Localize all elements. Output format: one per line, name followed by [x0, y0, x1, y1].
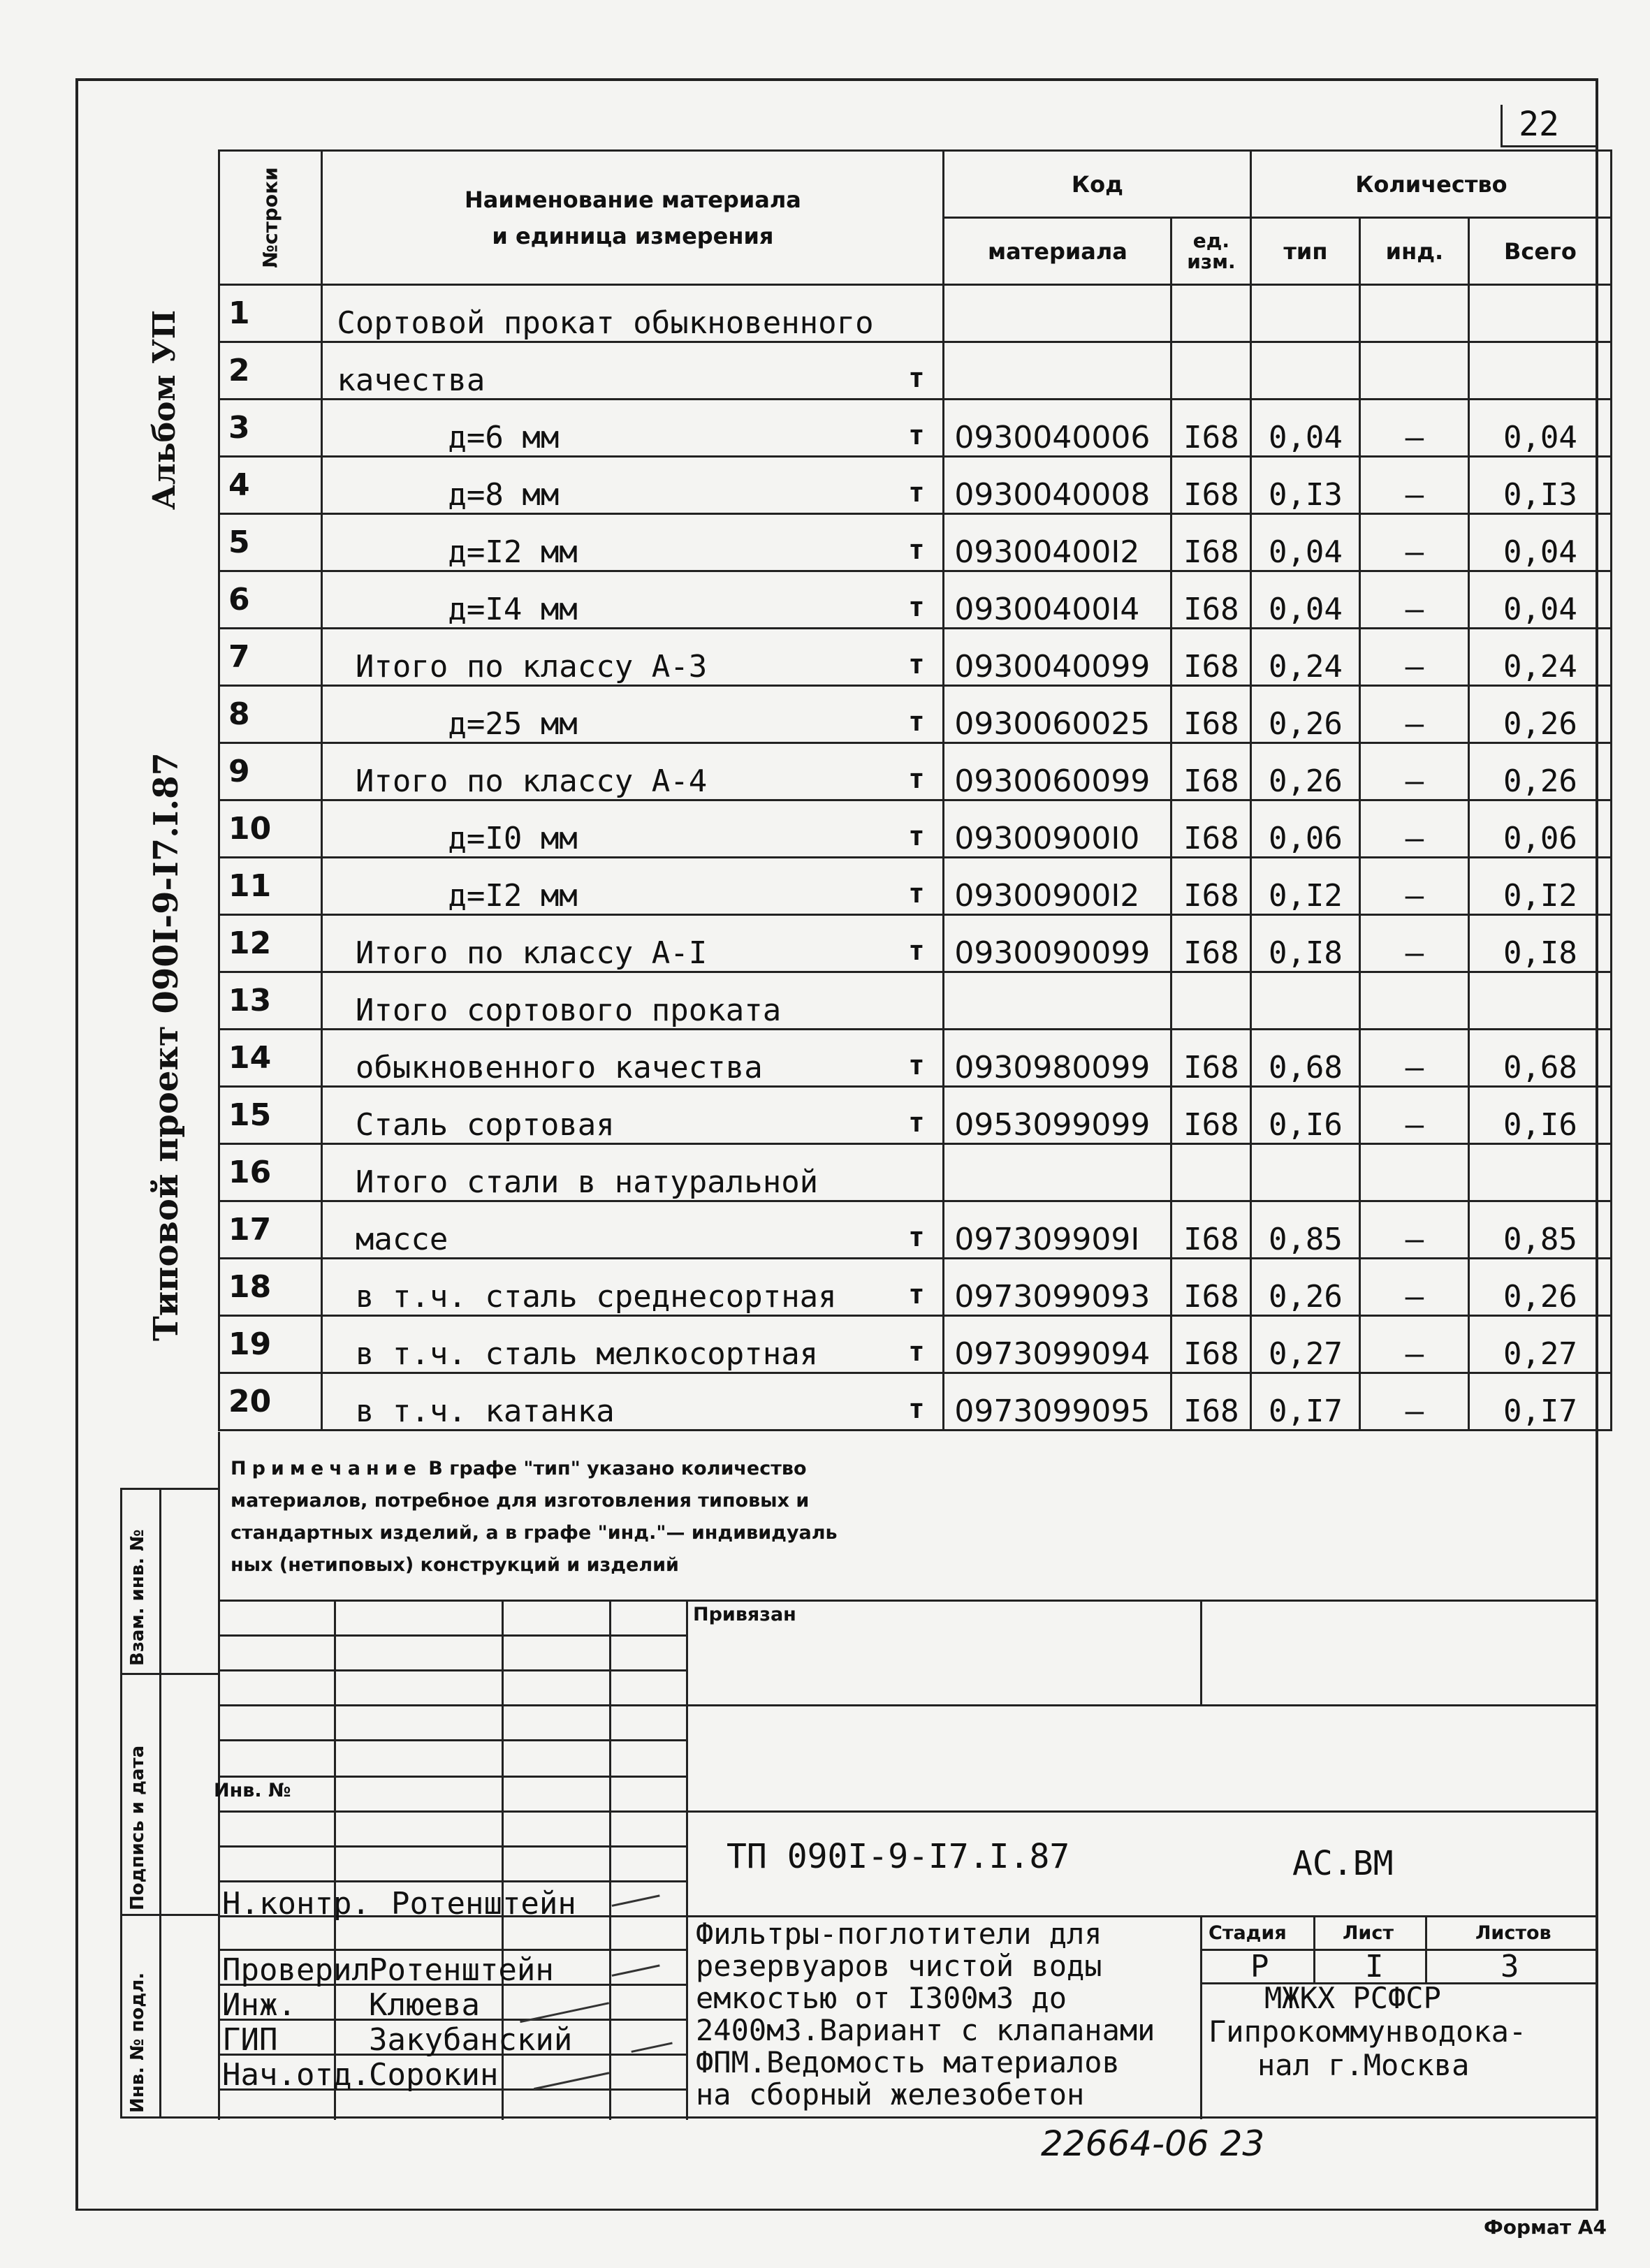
unit-code: I68: [1171, 915, 1251, 972]
qty-ind: [1360, 342, 1469, 400]
material-name-text: д=25 мм: [337, 706, 578, 742]
qty-type: 0,I2: [1251, 858, 1360, 915]
material-code: 0930060099: [944, 743, 1171, 800]
qty-total: 0,I6: [1469, 1087, 1612, 1144]
row-number: 15: [219, 1087, 322, 1144]
format-label: Формат А4: [1484, 2216, 1607, 2239]
material-name: [322, 285, 944, 342]
qty-type: 0,68: [1251, 1030, 1360, 1087]
unit-code: I68: [1171, 400, 1251, 457]
inv-no-label: Инв. №: [214, 1780, 291, 1801]
unit-code: [1171, 342, 1251, 400]
row-number: 8: [219, 686, 322, 743]
table-row: [219, 915, 1612, 972]
qty-type: 0,I6: [1251, 1087, 1360, 1144]
qty-total: 0,85: [1469, 1201, 1612, 1259]
material-name-text: качества: [337, 363, 485, 398]
row-number: 5: [219, 514, 322, 571]
header-material-name: Наименование материала и единица измерения: [322, 151, 944, 285]
material-code: 09300400I4: [944, 571, 1171, 629]
unit-code: I68: [1171, 1373, 1251, 1431]
row-number: 12: [219, 915, 322, 972]
unit-symbol: т: [908, 592, 925, 622]
unit-code: I68: [1171, 457, 1251, 514]
qty-type: 0,26: [1251, 743, 1360, 800]
unit-code: I68: [1171, 1030, 1251, 1087]
material-code: 09300900I0: [944, 800, 1171, 858]
header-code-material: материала: [944, 218, 1171, 285]
sheets-value: 3: [1501, 1949, 1519, 1984]
qty-total: 0,I8: [1469, 915, 1612, 972]
qty-ind: –: [1360, 1316, 1469, 1373]
qty-total: 0,24: [1469, 629, 1612, 686]
note: [231, 1453, 999, 1581]
qty-total: 0,26: [1469, 1259, 1612, 1316]
sheets-label: Листов: [1475, 1922, 1552, 1944]
doc-code: ТП 090I-9-I7.I.87: [727, 1837, 1070, 1876]
material-name: [322, 629, 944, 686]
header-quantity: Количество: [1251, 151, 1612, 218]
stamp-role: Проверил: [222, 1952, 370, 1988]
qty-type: 0,04: [1251, 571, 1360, 629]
unit-code: [1171, 972, 1251, 1030]
qty-ind: –: [1360, 400, 1469, 457]
doc-mark: АС.ВМ: [1292, 1844, 1394, 1883]
stamp-col-original-inv: Инв. № подл.: [127, 1972, 148, 2113]
material-name: [322, 686, 944, 743]
unit-code: I68: [1171, 800, 1251, 858]
table-row: [219, 571, 1612, 629]
stamp-col-replace-inv: Взам. инв. №: [127, 1529, 148, 1666]
material-name: [322, 915, 944, 972]
qty-total: 0,04: [1469, 514, 1612, 571]
unit-code: I68: [1171, 686, 1251, 743]
note-heading: Примечание: [231, 1458, 422, 1479]
header-qty-type: тип: [1251, 218, 1360, 285]
row-number: 11: [219, 858, 322, 915]
qty-ind: –: [1360, 800, 1469, 858]
unit-symbol: т: [908, 534, 925, 565]
material-code: [944, 342, 1171, 400]
unit-symbol: т: [908, 1279, 925, 1310]
row-number: 20: [219, 1373, 322, 1431]
unit-symbol: т: [908, 1107, 925, 1138]
qty-ind: –: [1360, 686, 1469, 743]
material-code: 0973099093: [944, 1259, 1171, 1316]
material-name-text: Итого стали в натуральной: [337, 1164, 819, 1200]
row-number: 14: [219, 1030, 322, 1087]
document-title-line: ФПМ.Ведомость материалов: [696, 2045, 1120, 2079]
material-code: 0930040006: [944, 400, 1171, 457]
qty-ind: –: [1360, 629, 1469, 686]
material-code: 0930060025: [944, 686, 1171, 743]
table-row: [219, 629, 1612, 686]
note-line2: материалов, потребное для изготовления типовых и: [231, 1490, 810, 1512]
material-name-text: д=I4 мм: [337, 592, 578, 627]
header-row-number: №строки: [219, 151, 322, 285]
table-row: [219, 1316, 1612, 1373]
note-line1: В графе "тип" указано количество: [421, 1458, 807, 1479]
row-number: 2: [219, 342, 322, 400]
row-number: 10: [219, 800, 322, 858]
qty-type: 0,27: [1251, 1316, 1360, 1373]
material-code: 09300400I2: [944, 514, 1171, 571]
material-name-text: д=6 мм: [337, 420, 560, 455]
qty-total: 0,06: [1469, 800, 1612, 858]
unit-symbol: т: [908, 1222, 925, 1252]
table-row: [219, 972, 1612, 1030]
material-code: 097309909I: [944, 1201, 1171, 1259]
qty-ind: –: [1360, 1373, 1469, 1431]
unit-symbol: т: [908, 477, 925, 508]
material-name-text: в т.ч. сталь мелкосортная: [337, 1336, 819, 1372]
row-number: 9: [219, 743, 322, 800]
inventory-number: 22664-06 23: [1041, 2123, 1265, 2164]
material-name: [322, 858, 944, 915]
qty-total: [1469, 1144, 1612, 1201]
document-title-line: 2400м3.Вариант с клапанами: [696, 2013, 1155, 2047]
table-row: [219, 342, 1612, 400]
qty-total: [1469, 285, 1612, 342]
note-line4: ных (нетиповых) конструкций и изделий: [231, 1554, 679, 1576]
table-row: [219, 400, 1612, 457]
material-name: [322, 1316, 944, 1373]
qty-type: 0,85: [1251, 1201, 1360, 1259]
material-name: [322, 1259, 944, 1316]
qty-ind: –: [1360, 915, 1469, 972]
qty-total: 0,04: [1469, 571, 1612, 629]
unit-symbol: т: [908, 763, 925, 794]
unit-code: I68: [1171, 858, 1251, 915]
unit-code: I68: [1171, 1087, 1251, 1144]
qty-ind: –: [1360, 743, 1469, 800]
stamp-person-name: Закубанский: [369, 2022, 573, 2058]
unit-symbol: т: [908, 420, 925, 451]
qty-ind: –: [1360, 457, 1469, 514]
material-name-text: Итого по классу А-I: [337, 935, 708, 971]
material-code: 0930040099: [944, 629, 1171, 686]
qty-type: 0,I3: [1251, 457, 1360, 514]
row-number: 1: [219, 285, 322, 342]
header-qty-ind: инд.: [1360, 218, 1469, 285]
qty-ind: –: [1360, 1087, 1469, 1144]
header-code-unit: ед. изм.: [1171, 218, 1251, 285]
material-name-text: д=I0 мм: [337, 821, 578, 856]
qty-total: [1469, 972, 1612, 1030]
unit-symbol: т: [908, 706, 925, 737]
materials-table: [218, 149, 1612, 1431]
qty-total: 0,I7: [1469, 1373, 1612, 1431]
row-number: 18: [219, 1259, 322, 1316]
qty-total: 0,04: [1469, 400, 1612, 457]
material-code: 0973099094: [944, 1316, 1171, 1373]
unit-symbol: т: [908, 1393, 925, 1424]
bottom-rule: [75, 2209, 1598, 2211]
stamp-person-name: Ротенштейн: [391, 1886, 576, 1922]
unit-symbol: т: [908, 363, 925, 393]
qty-type: 0,24: [1251, 629, 1360, 686]
document-title-line: емкостью от I300м3 до: [696, 1981, 1067, 2015]
qty-type: 0,06: [1251, 800, 1360, 858]
unit-symbol: т: [908, 821, 925, 851]
qty-total: 0,26: [1469, 686, 1612, 743]
material-code: [944, 285, 1171, 342]
row-number: 13: [219, 972, 322, 1030]
qty-ind: –: [1360, 514, 1469, 571]
qty-type: 0,04: [1251, 400, 1360, 457]
unit-code: [1171, 285, 1251, 342]
sheet-number: 22: [1519, 105, 1559, 144]
header-qty-total: Всего: [1469, 218, 1612, 285]
stage-value: Р: [1250, 1949, 1269, 1984]
table-row: [219, 514, 1612, 571]
table-row: [219, 1373, 1612, 1431]
privyazan-label: Привязан: [693, 1604, 796, 1625]
stage-label: Стадия: [1209, 1922, 1287, 1944]
table-row: [219, 1201, 1612, 1259]
unit-symbol: т: [908, 878, 925, 909]
material-name-text: д=I2 мм: [337, 534, 578, 570]
row-number: 4: [219, 457, 322, 514]
qty-total: 0,26: [1469, 743, 1612, 800]
stamp-role: ГИП: [222, 2022, 278, 2058]
material-name-text: д=I2 мм: [337, 878, 578, 914]
stamp-person-name: Сорокин: [369, 2057, 499, 2093]
qty-type: 0,26: [1251, 1259, 1360, 1316]
org-line-3: нал г.Москва: [1257, 2048, 1470, 2082]
qty-total: [1469, 342, 1612, 400]
qty-ind: –: [1360, 571, 1469, 629]
material-name: [322, 457, 944, 514]
material-code: 0930980099: [944, 1030, 1171, 1087]
unit-code: I68: [1171, 571, 1251, 629]
qty-type: 0,26: [1251, 686, 1360, 743]
material-name: [322, 972, 944, 1030]
material-code: 0953099099: [944, 1087, 1171, 1144]
unit-code: I68: [1171, 514, 1251, 571]
material-name-text: в т.ч. катанка: [337, 1393, 615, 1429]
stamp-person-name: Ротенштейн: [369, 1952, 554, 1988]
qty-type: [1251, 972, 1360, 1030]
qty-type: [1251, 342, 1360, 400]
note-line3: стандартных изделий, а в графе "инд."— индивидуаль: [231, 1522, 838, 1544]
unit-symbol: т: [908, 1050, 925, 1081]
material-name: [322, 571, 944, 629]
org-line-1: МЖКХ РСФСР: [1264, 1981, 1441, 2015]
unit-code: I68: [1171, 629, 1251, 686]
row-number: 17: [219, 1201, 322, 1259]
material-code: 09300900I2: [944, 858, 1171, 915]
row-number: 6: [219, 571, 322, 629]
material-code: [944, 1144, 1171, 1201]
header-code: Код: [944, 151, 1251, 218]
document-title-line: на сборный железобетон: [696, 2077, 1085, 2112]
qty-total: 0,I3: [1469, 457, 1612, 514]
qty-ind: –: [1360, 858, 1469, 915]
sheet-value: I: [1365, 1949, 1384, 1984]
album-label: Альбом УП: [147, 309, 182, 510]
stamp-person-name: Клюева: [369, 1987, 480, 2023]
material-name-text: в т.ч. сталь среднесортная: [337, 1279, 837, 1315]
unit-code: I68: [1171, 743, 1251, 800]
table-row: [219, 1087, 1612, 1144]
qty-type: 0,I7: [1251, 1373, 1360, 1431]
stamp-role: Н.контр.: [222, 1886, 370, 1922]
table-row: [219, 457, 1612, 514]
org-line-2: Гипрокоммунводока-: [1209, 2014, 1527, 2049]
material-name-text: Сортовой прокат обыкновенного: [337, 305, 874, 341]
unit-code: I68: [1171, 1201, 1251, 1259]
document-title-line: резервуаров чистой воды: [696, 1949, 1102, 1983]
sheet-label: Лист: [1343, 1922, 1394, 1944]
qty-total: 0,I2: [1469, 858, 1612, 915]
material-name: [322, 743, 944, 800]
material-code: [944, 972, 1171, 1030]
material-name-text: Итого по классу А-3: [337, 649, 708, 685]
qty-ind: [1360, 972, 1469, 1030]
unit-symbol: т: [908, 935, 925, 966]
material-name: [322, 800, 944, 858]
qty-type: 0,I8: [1251, 915, 1360, 972]
unit-code: I68: [1171, 1316, 1251, 1373]
table-row: [219, 800, 1612, 858]
qty-type: [1251, 1144, 1360, 1201]
unit-code: [1171, 1144, 1251, 1201]
stamp-role: Нач.отд.: [222, 2057, 370, 2093]
material-name: [322, 1144, 944, 1201]
unit-code: I68: [1171, 1259, 1251, 1316]
qty-total: 0,68: [1469, 1030, 1612, 1087]
unit-symbol: т: [908, 1336, 925, 1367]
unit-symbol: т: [908, 649, 925, 680]
material-name-text: Итого по классу А-4: [337, 763, 708, 799]
material-name: [322, 514, 944, 571]
row-number: 19: [219, 1316, 322, 1373]
qty-ind: [1360, 285, 1469, 342]
material-name: [322, 1087, 944, 1144]
qty-ind: –: [1360, 1030, 1469, 1087]
material-code: 0973099095: [944, 1373, 1171, 1431]
table-row: [219, 686, 1612, 743]
qty-ind: –: [1360, 1259, 1469, 1316]
table-row: [219, 1144, 1612, 1201]
table-row: [219, 285, 1612, 342]
row-number: 7: [219, 629, 322, 686]
table-row: [219, 858, 1612, 915]
qty-ind: –: [1360, 1201, 1469, 1259]
material-name-text: обыкновенного качества: [337, 1050, 763, 1085]
stamp-role: Инж.: [222, 1987, 296, 2023]
qty-type: 0,04: [1251, 514, 1360, 571]
material-name: [322, 342, 944, 400]
stamp-col-signature-date: Подпись и дата: [127, 1745, 148, 1910]
material-code: 0930040008: [944, 457, 1171, 514]
qty-total: 0,27: [1469, 1316, 1612, 1373]
material-name-text: Итого сортового проката: [337, 993, 782, 1028]
document-title-line: Фильтры-поглотители для: [696, 1917, 1102, 1951]
material-name: [322, 1201, 944, 1259]
row-number: 3: [219, 400, 322, 457]
table-row: [219, 1259, 1612, 1316]
table-row: [219, 743, 1612, 800]
row-number: 16: [219, 1144, 322, 1201]
material-name-text: Сталь сортовая: [337, 1107, 615, 1143]
material-name: [322, 1030, 944, 1087]
material-name: [322, 400, 944, 457]
qty-ind: [1360, 1144, 1469, 1201]
project-label: Типовой проект 090I-9-I7.I.87: [147, 752, 186, 1341]
material-code: 0930090099: [944, 915, 1171, 972]
qty-type: [1251, 285, 1360, 342]
table-row: [219, 1030, 1612, 1087]
material-name-text: массе: [337, 1222, 448, 1257]
material-name: [322, 1373, 944, 1431]
material-name-text: д=8 мм: [337, 477, 560, 513]
